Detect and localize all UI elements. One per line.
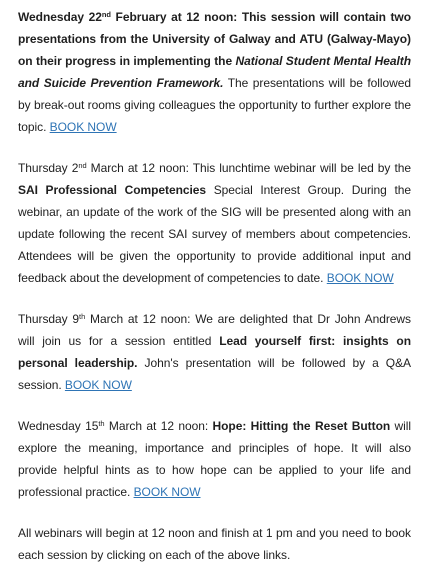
event-intro: : This lunchtime webinar will be led by the	[185, 161, 411, 175]
event-highlight: Lead yourself first: insights on personal leadership.	[18, 334, 411, 370]
event-description: Special Interest Group. During the webinar, an update of the work of the SIG will be presented along with an update following the recent SAI survey of members about competencies. Attendees will be given the opportunity to provide additional input and feedback about the development of competencies to date.	[18, 183, 411, 285]
event-intro: : We are delighted that Dr John Andrews will join us for a session entitled	[18, 312, 411, 348]
event-highlight: SAI Professional Competencies	[18, 183, 207, 197]
event-paragraph-2	[18, 157, 411, 289]
event-date-ordinal: nd	[101, 10, 111, 19]
event-paragraph-4	[18, 415, 411, 503]
event-date: Thursday 9	[18, 312, 80, 326]
event-paragraph-1	[18, 6, 411, 138]
event-time: March at 12 noon	[85, 312, 188, 326]
event-description: John's presentation will be followed by a Q&A session.	[18, 356, 411, 392]
event-date: Thursday 2	[18, 161, 79, 175]
book-now-link[interactable]: BOOK NOW	[49, 120, 117, 134]
book-now-link[interactable]: BOOK NOW	[326, 271, 394, 285]
event-time: February at 12 noon	[110, 10, 234, 24]
event-description: The presentations will be followed by break-out rooms giving colleagues the opportunity to further explore the topic.	[18, 76, 412, 134]
event-date: Wednesday 22	[18, 10, 102, 24]
event-date-ordinal: th	[79, 312, 86, 321]
event-date-ordinal: nd	[78, 161, 87, 170]
event-date: Wednesday 15	[18, 419, 99, 433]
event-time: March at 12 noon	[86, 161, 186, 175]
event-time: March at 12 noon	[104, 419, 205, 433]
footer-note: All webinars will begin at 12 noon and finish at 1 pm and you need to book each session by clicking on each of the above links.	[18, 526, 411, 562]
event-intro: :	[204, 419, 213, 433]
book-now-link[interactable]: BOOK NOW	[64, 378, 132, 392]
event-highlight: Hope: Hitting the Reset Button	[212, 419, 391, 433]
book-now-link[interactable]: BOOK NOW	[133, 485, 201, 499]
event-date-ordinal: th	[98, 419, 105, 428]
event-paragraph-3	[18, 308, 411, 396]
event-intro: : This session will contain two presentations from the University of Galway and ATU (Galway-Mayo) on their progress in implementing the	[18, 10, 411, 68]
event-highlight: National Student Mental Health and Suicide Prevention Framework.	[18, 54, 411, 90]
event-description: will explore the meaning, importance and principles of hope. It will also provide helpful hints as to how hope can be applied to your life and professional practice.	[18, 419, 412, 499]
